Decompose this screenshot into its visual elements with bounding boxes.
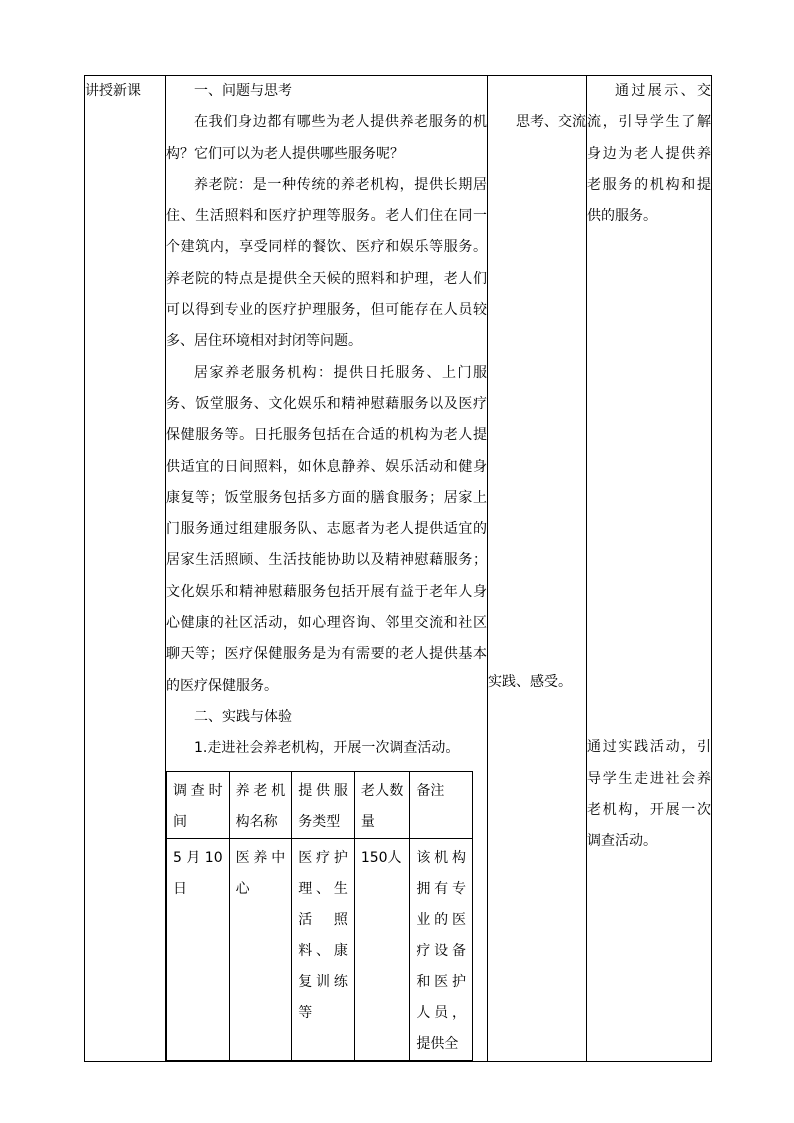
header-survey-time: 调查时间 <box>167 771 230 838</box>
survey-table <box>166 771 473 1061</box>
student-activity-2: 实践、感受。 <box>488 674 572 691</box>
student-activity-cell <box>488 76 587 1062</box>
cell-institution: 医养中心 <box>229 838 292 1060</box>
cell-services: 医疗护理、生活照料、康复训练等 <box>292 838 355 1060</box>
row-label-cell <box>85 76 166 1062</box>
cell-date: 5月10日 <box>167 838 230 1060</box>
lesson-plan-table <box>84 75 712 1062</box>
heading-problem-thinking: 一、问题与思考 <box>194 83 292 99</box>
heading-practice: 二、实践与体验 <box>194 708 292 725</box>
row-label: 讲授新课 <box>85 83 141 99</box>
header-service-type: 提供服务类型 <box>292 771 355 838</box>
header-remarks: 备注 <box>410 771 473 838</box>
cell-count: 150人 <box>354 838 410 1060</box>
design-intent-cell <box>587 76 712 1062</box>
design-intent-2: 通过实践活动，引导学生走进社会养老机构，开展一次调查活动。 <box>587 739 711 850</box>
header-elderly-count: 老人数量 <box>354 771 410 838</box>
teaching-content-cell <box>166 76 488 1062</box>
header-institution-name: 养老机构名称 <box>229 771 292 838</box>
nursing-home-paragraph: 养老院：是一种传统的养老机构，提供长期居住、生活照料和医疗护理等服务。老人们住在同一个建筑内，享受同样的餐饮、医疗和娱乐等服务。养老院的特点是提供全天候的照料和护理，老人们可以得到专业的医疗护理服务，但可能存在人员较多、居住环境相对封闭等问题。 <box>166 176 487 350</box>
task-1: 1.走进社会养老机构，开展一次调查活动。 <box>194 740 460 757</box>
table-row <box>167 838 473 1060</box>
question-paragraph: 在我们身边都有哪些为老人提供养老服务的机构？它们可以为老人提供哪些服务呢？ <box>166 114 487 162</box>
design-intent-1: 通过展示、交流，引导学生了解身边为老人提供养老服务的机构和提供的服务。 <box>587 83 711 225</box>
student-activity-1: 思考、交流 <box>516 114 586 130</box>
home-care-paragraph: 居家养老服务机构：提供日托服务、上门服务、饭堂服务、文化娱乐和精神慰藉服务以及医疗保健服务等。日托服务包括在合适的机构为老人提供适宜的日间照料，如休息静养、娱乐活动和健身康复等；饭堂服务包括多方面的膳食服务；居家上门服务通过组建服务队、志愿者为老人提供适宜的居家生活照顾、生活技能协助以及精神慰藉服务；文化娱乐和精神慰藉服务包括开展有益于老年人身心健康的社区活动，如心理咨询、邻里交流和社区聊天等；医疗保健服务是为有需要的老人提供基本的医疗保健服务。 <box>166 364 487 694</box>
survey-header-row <box>167 771 473 838</box>
cell-remarks: 该机构拥有专业的医疗设备和医护人员，提供全 <box>410 838 473 1060</box>
